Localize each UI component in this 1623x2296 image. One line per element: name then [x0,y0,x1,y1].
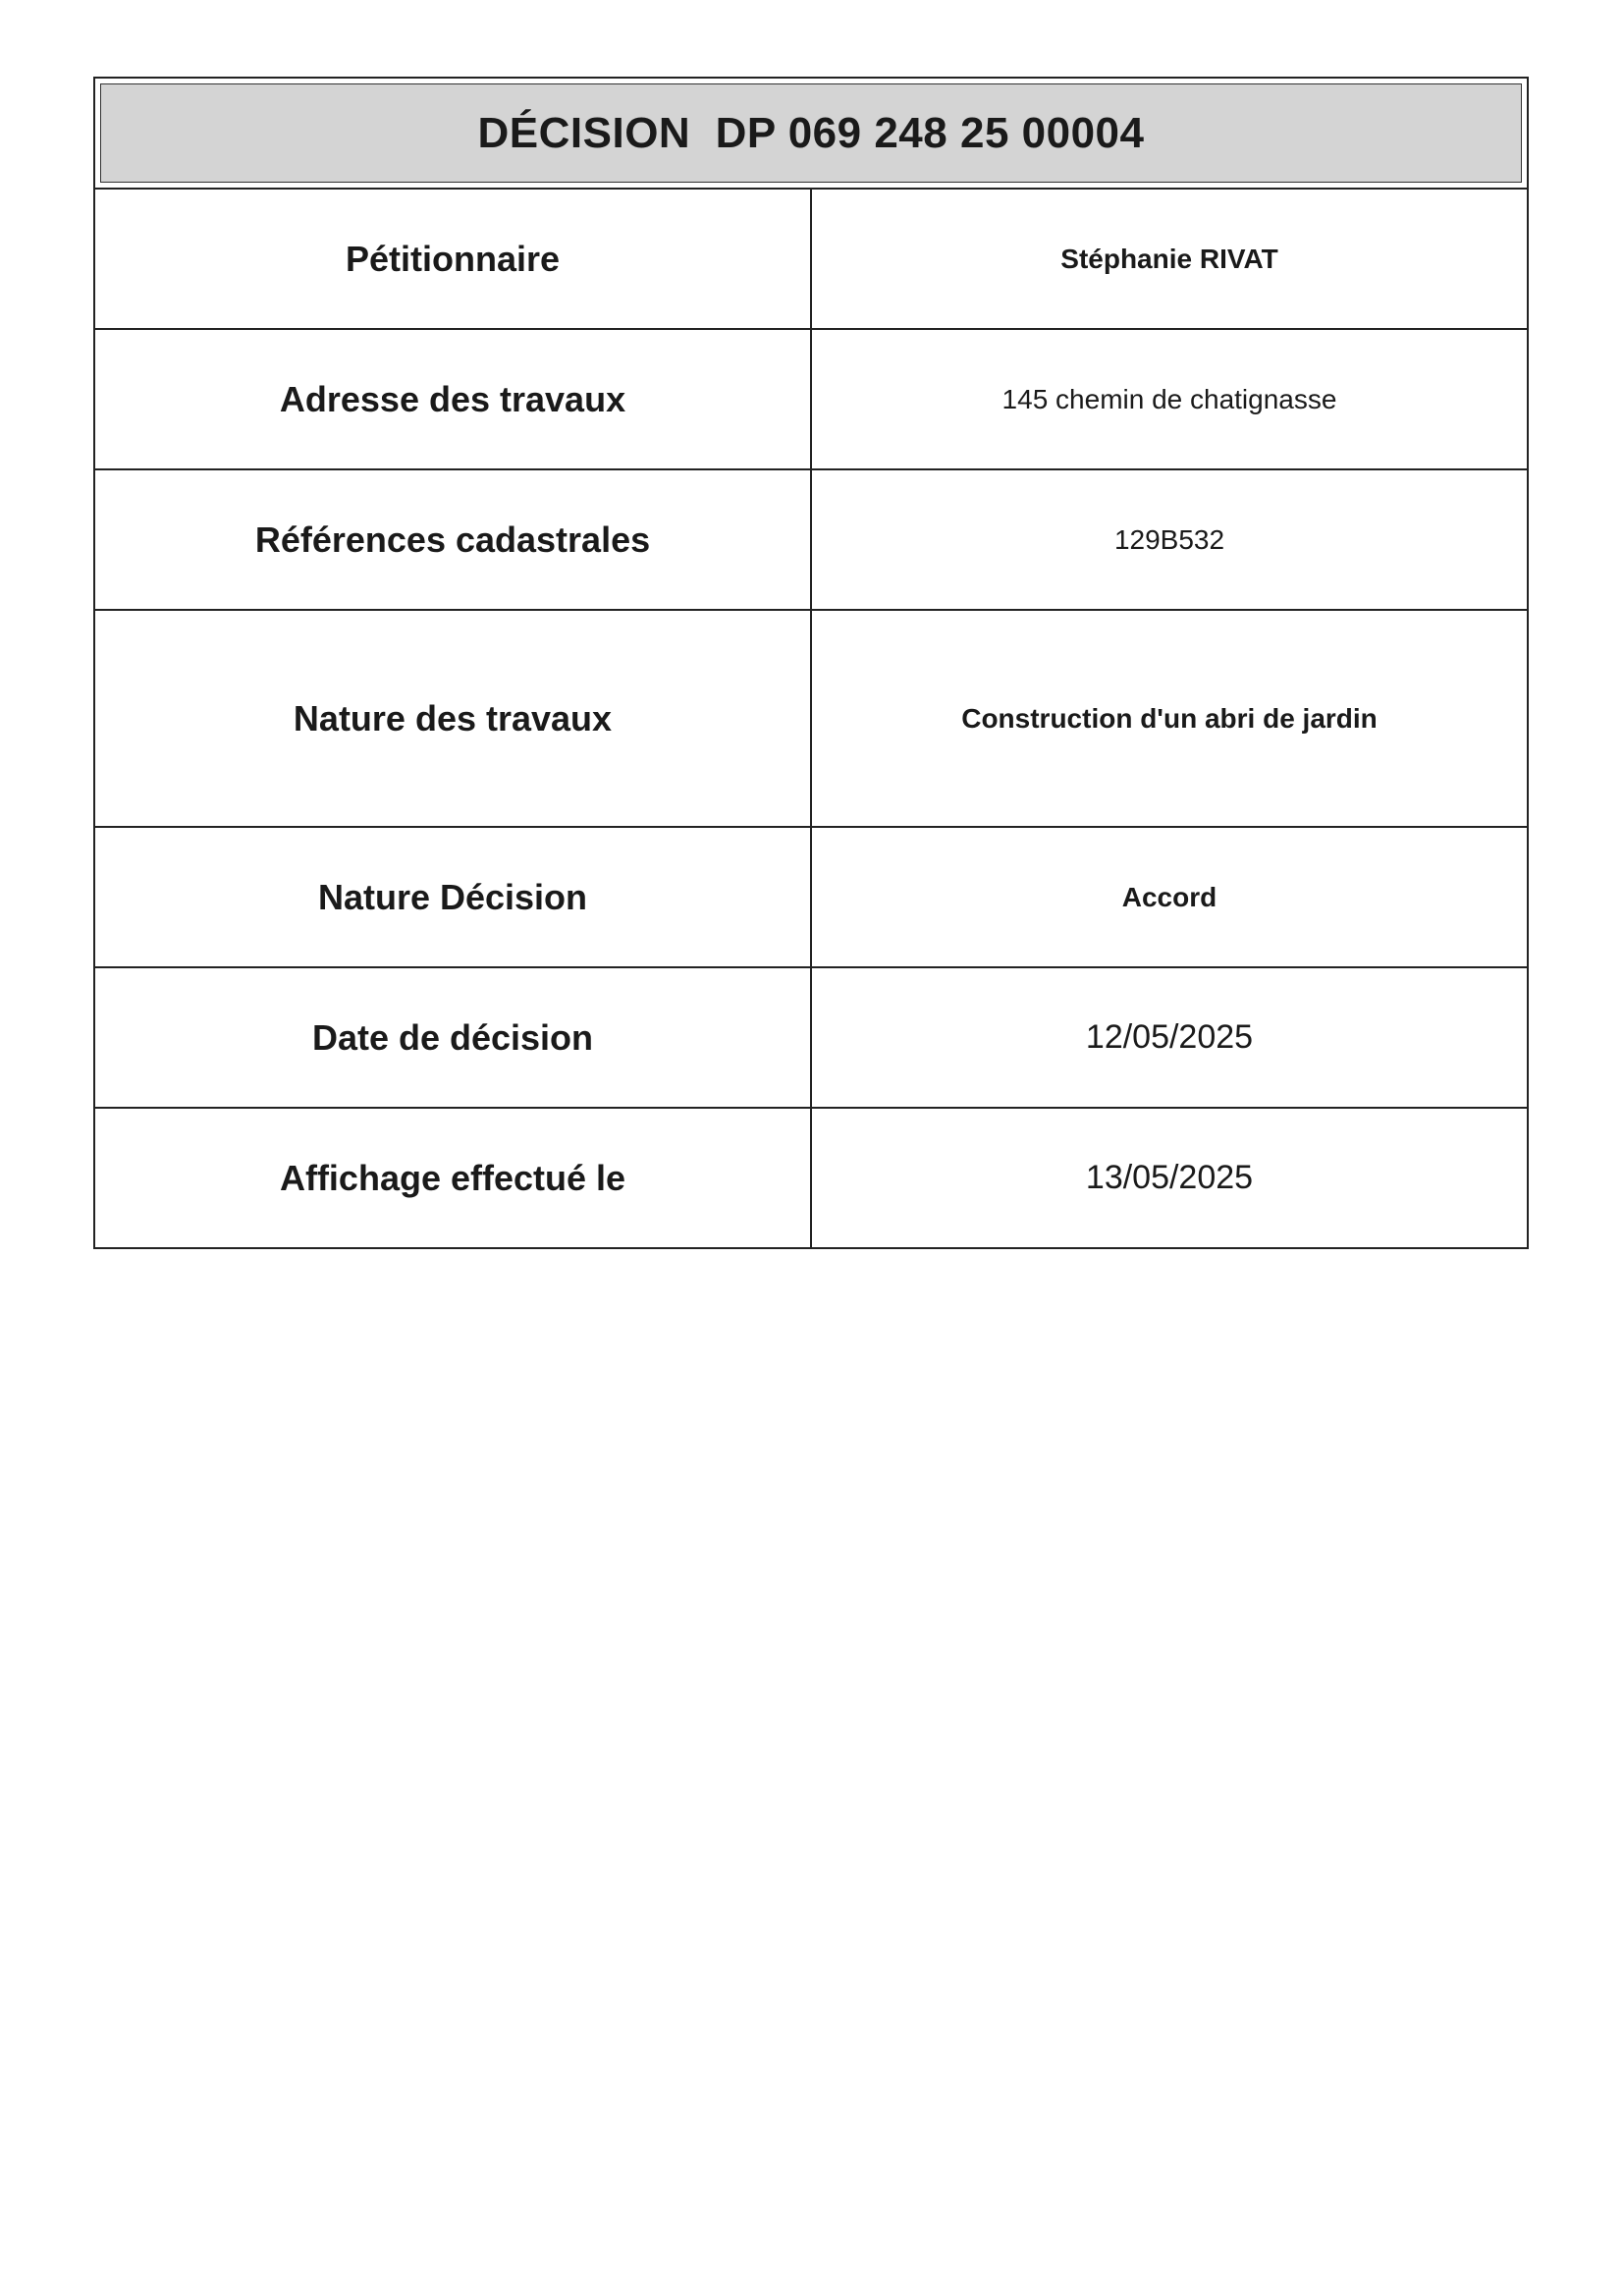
table-row-date-decision [94,967,1528,1108]
row-label: Adresse des travaux [94,329,811,469]
title-banner [100,83,1522,183]
row-value: 145 chemin de chatignasse [811,329,1528,469]
decision-details-table [93,188,1529,1249]
row-label: Nature Décision [94,827,811,967]
document-title: DÉCISION DP 069 248 25 00004 [477,108,1145,157]
row-label: Pétitionnaire [94,189,811,329]
row-value: 129B532 [811,469,1528,610]
table-row-nature-travaux [94,610,1528,827]
table-row-references [94,469,1528,610]
row-label: Nature des travaux [94,610,811,827]
title-frame [93,77,1529,190]
row-value: Stéphanie RIVAT [811,189,1528,329]
row-value: 13/05/2025 [811,1108,1528,1248]
row-label: Affichage effectué le [94,1108,811,1248]
row-label: Références cadastrales [94,469,811,610]
row-value: Construction d'un abri de jardin [811,610,1528,827]
decision-notice [93,77,1529,1249]
table-row-nature-decision [94,827,1528,967]
table-row-adresse [94,329,1528,469]
row-value: Accord [811,827,1528,967]
row-value: 12/05/2025 [811,967,1528,1108]
table-row-petitionnaire [94,189,1528,329]
row-label: Date de décision [94,967,811,1108]
table-row-affichage [94,1108,1528,1248]
